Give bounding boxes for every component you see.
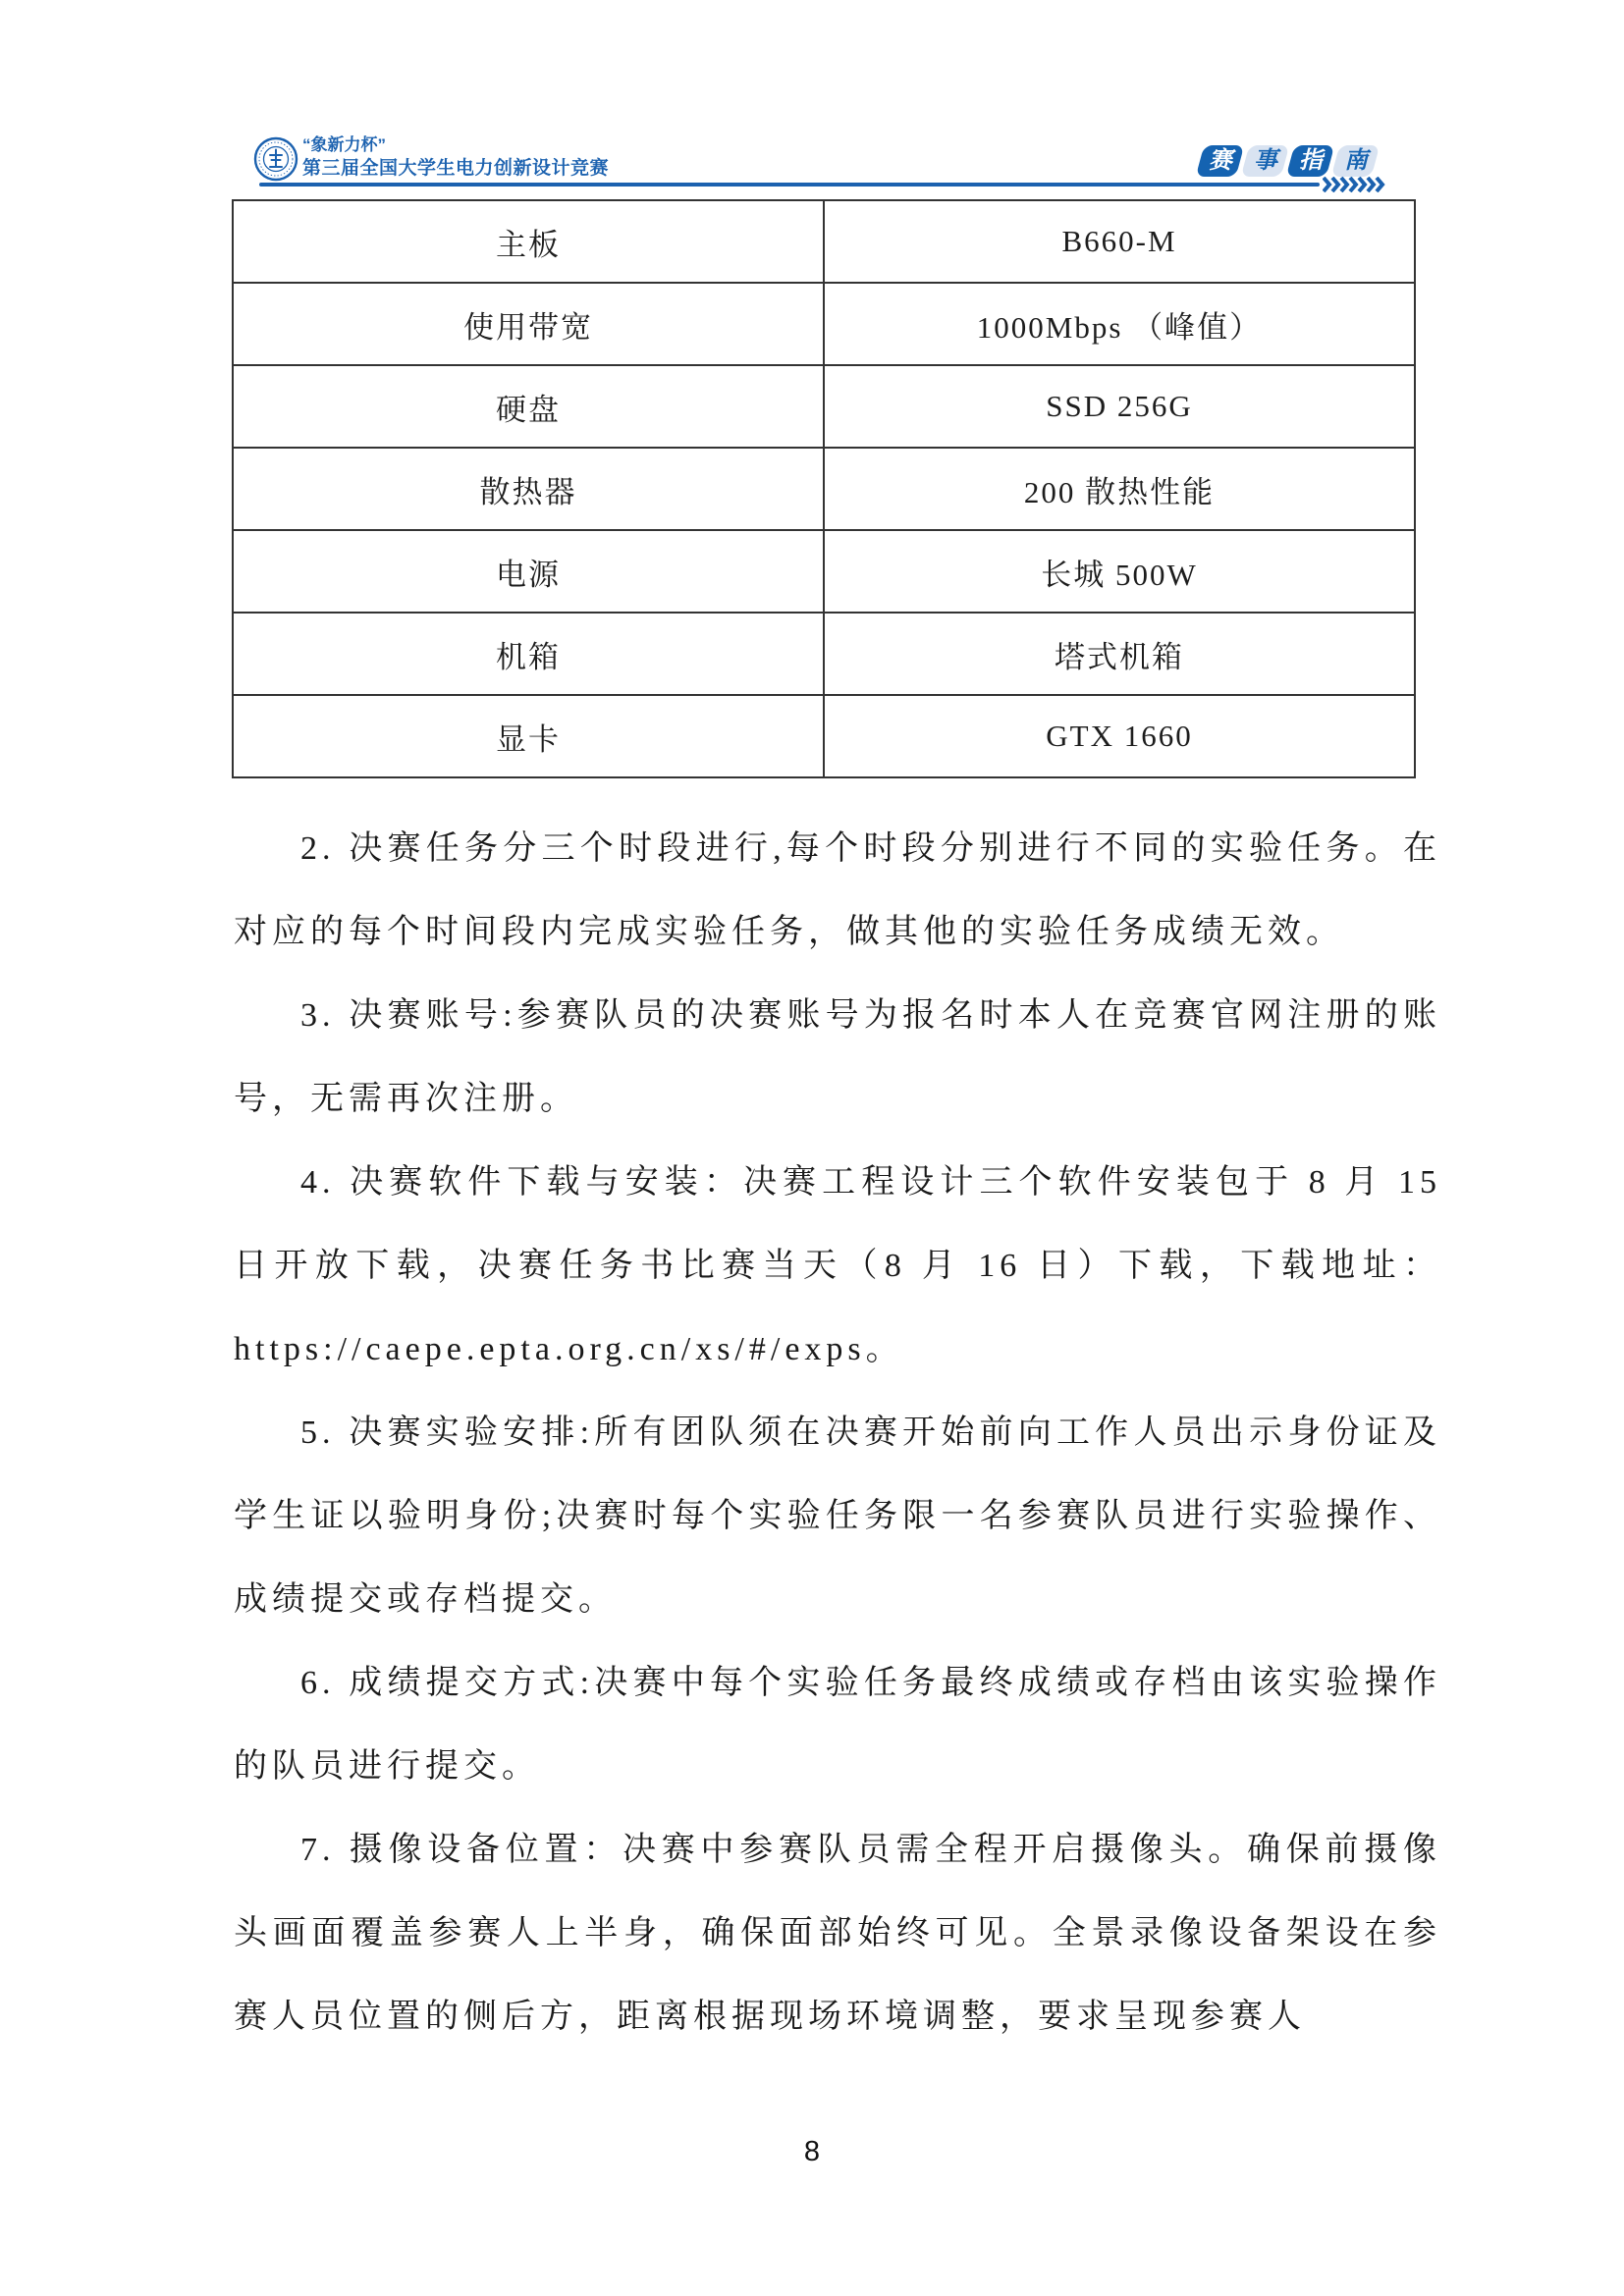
spec-value-cell: 1000Mbps （峰值）: [824, 283, 1415, 365]
competition-title: [302, 135, 609, 179]
competition-logo-icon: [253, 136, 298, 182]
table-row: [233, 695, 1415, 777]
badge-sai: [1196, 145, 1245, 177]
spec-label-cell: 电源: [233, 530, 824, 613]
table-row: [233, 530, 1415, 613]
badge-char: 赛: [1208, 147, 1232, 174]
spec-value-cell: 长城 500W: [824, 530, 1415, 613]
spec-value-cell: 塔式机箱: [824, 613, 1415, 695]
header-divider: [259, 183, 1320, 187]
badge-char: 事: [1253, 147, 1277, 174]
table-row: [233, 283, 1415, 365]
table-row: [233, 200, 1415, 283]
page-number: 8: [803, 2136, 821, 2167]
competition-title-line2: 第三届全国大学生电力创新设计竞赛: [302, 157, 610, 179]
badge-zhi: [1286, 145, 1335, 177]
spec-label-cell: 显卡: [233, 695, 824, 777]
spec-label-cell: 使用带宽: [233, 283, 824, 365]
table-row: [233, 613, 1415, 695]
spec-label-cell: 主板: [233, 200, 824, 283]
paragraph-4: 4. 决赛软件下载与安装：决赛工程设计三个软件安装包于 8 月 15 日开放下载，决赛任务书比赛当天（8 月 16 日）下载，下载地址：https://caepe.epta.org.cn/xs/#/exps。: [234, 1164, 1441, 1367]
body-text: [234, 807, 1441, 2058]
table-row: [233, 448, 1415, 530]
competition-title-line1: “象新力杯”: [302, 135, 386, 154]
badge-nan: [1331, 145, 1380, 177]
badge-shi: [1241, 145, 1290, 177]
paragraph-2: 2. 决赛任务分三个时段进行,每个时段分别进行不同的实验任务。在对应的每个时间段内完成实验任务，做其他的实验任务成绩无效。: [234, 830, 1441, 950]
paragraph-5: 5. 决赛实验安排:所有团队须在决赛开始前向工作人员出示身份证及学生证以验明身份;决赛时每个实验任务限一名参赛队员进行实验操作、成绩提交或存档提交。: [234, 1415, 1441, 1618]
spec-value-cell: B660-M: [824, 200, 1415, 283]
specs-table: [232, 199, 1416, 778]
guide-badge: [1200, 145, 1376, 177]
table-row: [233, 365, 1415, 448]
spec-value-cell: 200 散热性能: [824, 448, 1415, 530]
badge-char: 指: [1298, 147, 1323, 174]
paragraph-6: 6. 成绩提交方式:决赛中每个实验任务最终成绩或存档由该实验操作的队员进行提交。: [234, 1665, 1441, 1785]
paragraph-7: 7. 摄像设备位置：决赛中参赛队员需全程开启摄像头。确保前摄像头画面覆盖参赛人上半身，确保面部始终可见。全景录像设备架设在参赛人员位置的侧后方，距离根据现场环境调整，要求呈现参赛人: [234, 1832, 1441, 2035]
badge-char: 南: [1343, 147, 1368, 174]
spec-value-cell: GTX 1660: [824, 695, 1415, 777]
spec-label-cell: 散热器: [233, 448, 824, 530]
paragraph-3: 3. 决赛账号:参赛队员的决赛账号为报名时本人在竞赛官网注册的账号，无需再次注册。: [234, 997, 1441, 1117]
spec-value-cell: SSD 256G: [824, 365, 1415, 448]
spec-label-cell: 机箱: [233, 613, 824, 695]
spec-label-cell: 硬盘: [233, 365, 824, 448]
chevron-arrows-icon: [1323, 177, 1387, 197]
